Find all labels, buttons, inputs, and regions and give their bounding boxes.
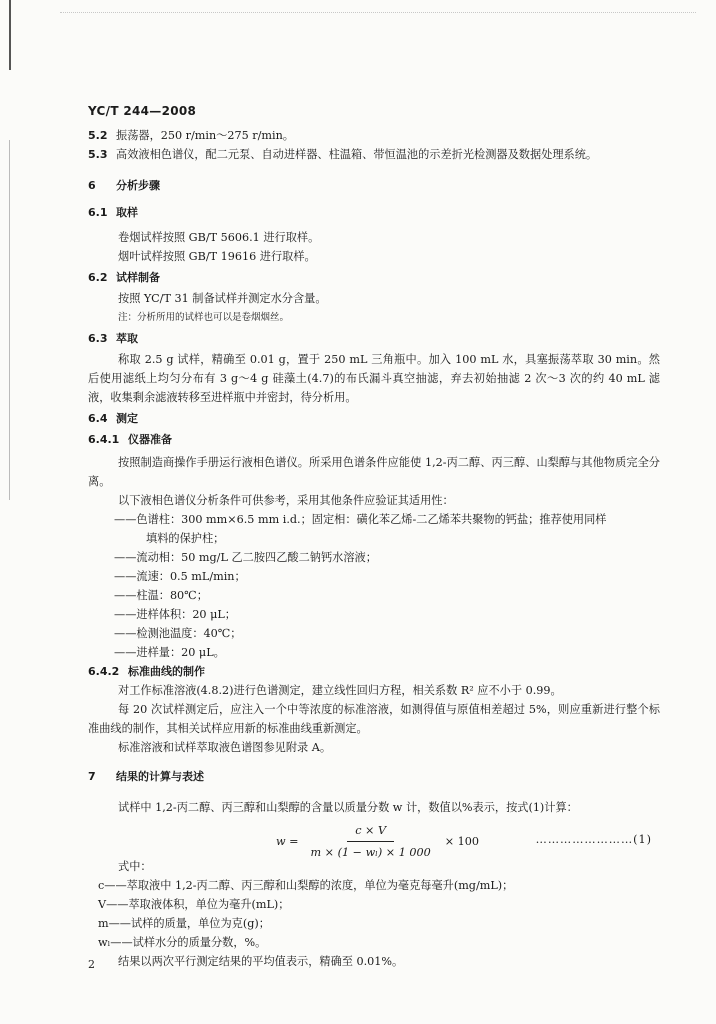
clause-5-3: 5.3 高效液相色谱仪，配二元泵、自动进样器、柱温箱、带恒温池的示差折光检测器及数据处理系统。 [88,148,598,161]
condition-item: ——色谱柱：300 mm×6.5 mm i.d.；固定相：磺化苯乙烯-二乙烯苯共聚物的钙盐；推荐使用同样 [114,513,607,526]
condition-item: ——流动相：50 mg/L 乙二胺四乙酸二钠钙水溶液； [114,551,377,564]
paragraph: 称取 2.5 g 试样，精确至 0.01 g，置于 250 mL 三角瓶中。加入 100 mL 水，具塞振荡萃取 30 min。然后使用滤纸上均匀分布有 3 g～4 g 硅藻土(4.7)的布氏漏斗真空抽滤，弃去初始抽滤 2 次～3 次的约 40 mL 滤液，收集剩余滤液转移至进样瓶中并密封，待分析用。 [88,353,660,404]
where-label: 式中： [118,860,152,873]
section-heading-6-3: 6.3 萃取 [88,332,138,345]
paragraph: 试样中 1,2-丙二醇、丙三醇和山梨醇的含量以质量分数 w 计，数值以%表示，按式(1)计算： [118,801,578,814]
condition-item: ——柱温：80℃； [114,589,208,602]
variable-definition: wₗ——试样水分的质量分数，%。 [98,936,267,949]
condition-item: ——检测池温度：40℃； [114,627,242,640]
condition-item: ——进样体积：20 μL； [114,608,236,621]
section-heading-6-4-2: 6.4.2 标准曲线的制作 [88,665,205,678]
formula-lhs: w = [276,835,299,848]
condition-item-continued: 填料的保护柱； [146,532,225,545]
standard-code: YC/T 244—2008 [88,104,197,118]
paragraph: 卷烟试样按照 GB/T 5606.1 进行取样。 [118,231,320,244]
section-heading-6-4-1: 6.4.1 仪器准备 [88,433,172,446]
condition-item: ——进样量：20 μL。 [114,646,225,659]
section-heading-6-4: 6.4 测定 [88,412,138,425]
variable-definition: V——萃取液体积，单位为毫升(mL)； [98,898,290,911]
formula-denominator: m × (1 − wₗ) × 1 000 [310,846,431,859]
scan-noise [60,12,696,17]
paragraph: 按照 YC/T 31 制备试样并测定水分含量。 [118,292,327,305]
formula-1 [88,821,660,859]
formula-fraction [303,821,439,862]
variable-definition: m——试样的质量，单位为克(g)； [98,917,270,930]
section-heading-6-1: 6.1 取样 [88,206,138,219]
paragraph: 每 20 次试样测定后，应注入一个中等浓度的标准溶液，如测得值与原值相差超过 5%，则应重新进行整个标准曲线的制作，其相关试样应用新的标准曲线重新测定。 [88,703,660,735]
formula-multiplier: × 100 [444,835,480,848]
section-heading-7: 7 结果的计算与表述 [88,770,204,783]
clause-5-2: 5.2 振荡器，250 r/min～275 r/min。 [88,129,294,142]
section-heading-6: 6 分析步骤 [88,179,160,192]
equation-number: ……………………(1) [535,833,652,846]
paragraph: 按照制造商操作手册运行液相色谱仪。所采用色谱条件应能使 1,2-丙二醇、丙三醇、山梨醇与其他物质完全分离。 [88,456,660,488]
paragraph: 标准溶液和试样萃取液色谱图参见附录 A。 [118,741,332,754]
note: 注：分析所用的试样也可以是卷烟烟丝。 [118,312,290,323]
condition-item: ——流速：0.5 mL/min； [114,570,246,583]
paragraph: 对工作标准溶液(4.8.2)进行色谱测定，建立线性回归方程，相关系数 R² 应不小于 0.99。 [118,684,562,697]
section-heading-6-2: 6.2 试样制备 [88,271,160,284]
paragraph: 烟叶试样按照 GB/T 19616 进行取样。 [118,250,316,263]
document-body [88,126,660,971]
scan-edge [9,0,11,70]
formula-expression [276,821,479,862]
formula-numerator: c × V [347,821,394,842]
variable-definition: c——萃取液中 1,2-丙二醇、丙三醇和山梨醇的浓度，单位为毫克每毫升(mg/mL)； [98,879,514,892]
paragraph: 以下液相色谱仪分析条件可供参考，采用其他条件应验证其适用性： [118,494,454,507]
page-number: 2 [88,958,95,971]
scan-edge [9,140,10,500]
paragraph: 结果以两次平行测定结果的平均值表示，精确至 0.01%。 [118,955,404,968]
